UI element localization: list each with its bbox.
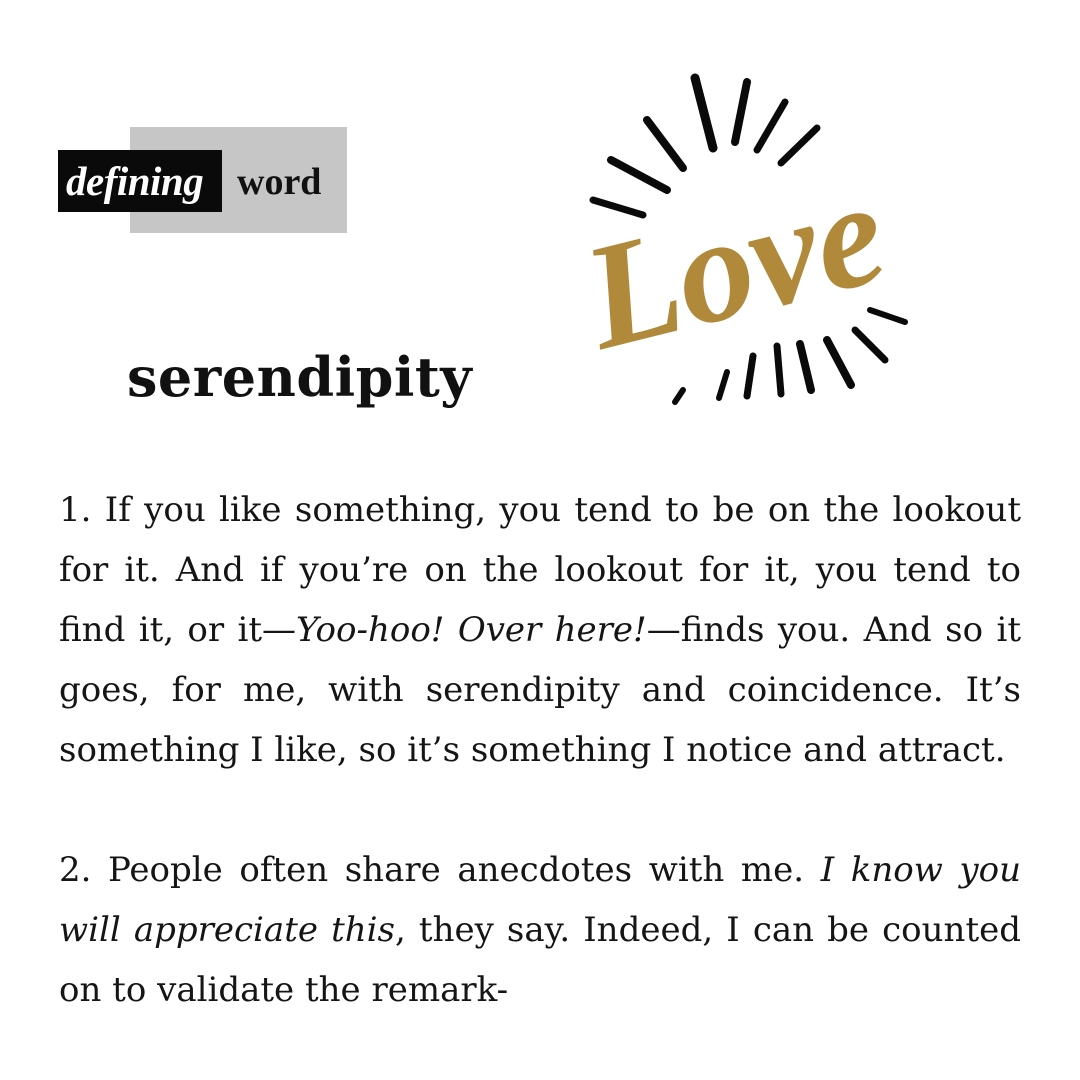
definition-body	[59, 480, 1021, 1020]
paragraph-1-text-a: 1. If you like something, you tend to be on the lookout for it. And if you’re on the lookout for it, you tend to find it, or it—	[59, 490, 1021, 650]
definition-paragraph-1	[59, 480, 1021, 780]
defining-word-badge	[58, 127, 347, 233]
definition-paragraph-2	[59, 840, 1021, 1020]
badge-label-defining: defining	[66, 158, 204, 204]
paragraph-1-text-b: —finds you. And so it goes, for me, with serendipity and coincidence. It’s something I like, so it’s something I notice and attract.	[59, 610, 1021, 770]
paragraph-2-text-b: , they say. Indeed, I can be counted on to validate the remark-	[59, 910, 1021, 1010]
paragraph-2-italic: I know you will appreciate this	[59, 850, 1021, 950]
love-burst-illustration	[555, 60, 925, 420]
headword: serendipity	[127, 345, 473, 409]
paragraph-2-text-a: 2. People often share anecdotes with me.	[59, 850, 821, 890]
love-lettering: Love	[568, 147, 901, 382]
paragraph-1-italic: Yoo-hoo! Over here!	[296, 610, 647, 650]
badge-label-word: word	[237, 161, 322, 203]
